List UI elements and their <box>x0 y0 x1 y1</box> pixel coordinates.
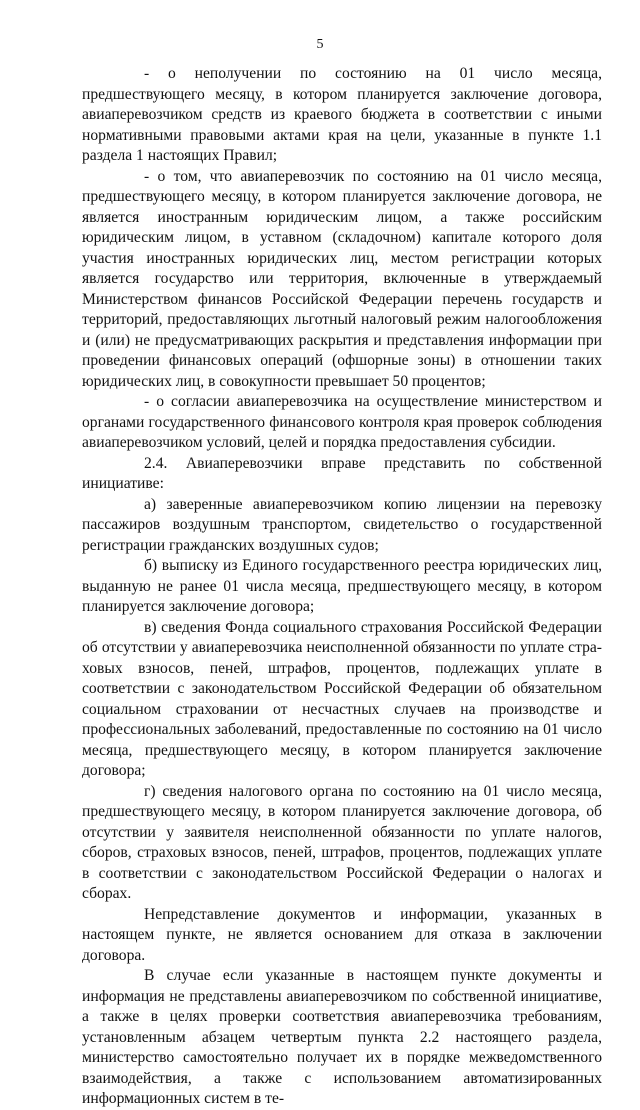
paragraph-non-submission-note: Непредставление документов и информации, указанных в настоящем пункте, не является основанием для отказа в заключении договора. <box>82 905 602 964</box>
paragraph-no-funds-clause: - о неполучении по состоянию на 01 число месяца, предшествующего месяцу, в котором планируется заключение договора, авиаперевозчиком средств из краевого бюджета в соответствии с иными нормативными правовыми актами края на цели, указанные в пункте 1.1 раздела 1 настоящих Правил; <box>82 65 602 164</box>
document-body <box>82 64 602 1110</box>
paragraph-not-foreign-entity-clause: - о том, что авиаперевозчик по состоянию на 01 число месяца, предшествующего месяцу, в котором планируется заключение договора, не является иностранным юридическим лицом, а также российским юридическим лицом, в уставном (складочном) капитале которого доля участия иностранных юридических лиц, местом регистрации которых является государство или территория, включенные в утверждаемый Министерством финансов Российской Федерации перечень государств и территорий, предоставляющих льготный налоговый режим налогообложения и (или) не предусматривающих раскрытия и представления информации при проведении финансовых операций (офшорные зоны) в отношении таких юридических лиц, в совокупности превышает 50 процентов; <box>82 167 602 390</box>
paragraph-consent-to-audit-clause: - о согласии авиаперевозчика на осуществление министерством и органами государственного финансового контроля края проверок соблюдения авиаперевозчиком условий, целей и порядка предоставления субсидии. <box>82 393 602 451</box>
page-number: 5 <box>316 37 324 52</box>
paragraph-interagency-request: В случае если указанные в настоящем пункте документы и информация не представлены авиаперевозчиком по собственной инициативе, а также в целях проверки соответствия авиаперевозчика требованиям, установленным абзацем четвертым пункта 2.2 настоящего раздела, министерство самостоятельно получает их в порядке межведомственного взаимодействия, а также с использованием автоматизированных информационных систем в те- <box>82 967 602 1107</box>
paragraph-item-v-social-insurance: в) сведения Фонда социального страхования Российской Федерации об отсутствии у авиаперевозчика неисполненной обязанности по уплате страховых взносов, пеней, штрафов, процентов, подлежащих уплате в соответствии с законодательством Российской Федерации об обязательном социальном страховании от несчастных случаев на производстве и профессиональных заболеваний, предоставленные по состоянию на 01 число месяца, предшествующего месяцу, в котором планируется заключение договора; <box>82 618 602 779</box>
paragraph-item-g-tax-authority: г) сведения налогового органа по состоянию на 01 число месяца, предшествующего месяцу, в котором планируется заключение договора, об отсутствии у заявителя неисполненной обязанности по уплате налогов, сборов, страховых взносов, пеней, штрафов, процентов, подлежащих уплате в соответствии с законодательством Российской Федерации о налогах и сборах. <box>82 782 602 902</box>
paragraph-section-2-4-heading: 2.4. Авиаперевозчики вправе представить по собственной инициативе: <box>82 454 602 492</box>
paragraph-item-a-license: а) заверенные авиаперевозчиком копию лицензии на перевозку пассажиров воздушным транспортом, свидетельство о государственной регистрации гражданских воздушных судов; <box>82 495 602 554</box>
paragraph-item-b-registry-extract: б) выписку из Единого государственного реестра юридических лиц, выданную не ранее 01 числа месяца, предшествующего месяцу, в котором планируется заключение договора; <box>82 557 602 615</box>
